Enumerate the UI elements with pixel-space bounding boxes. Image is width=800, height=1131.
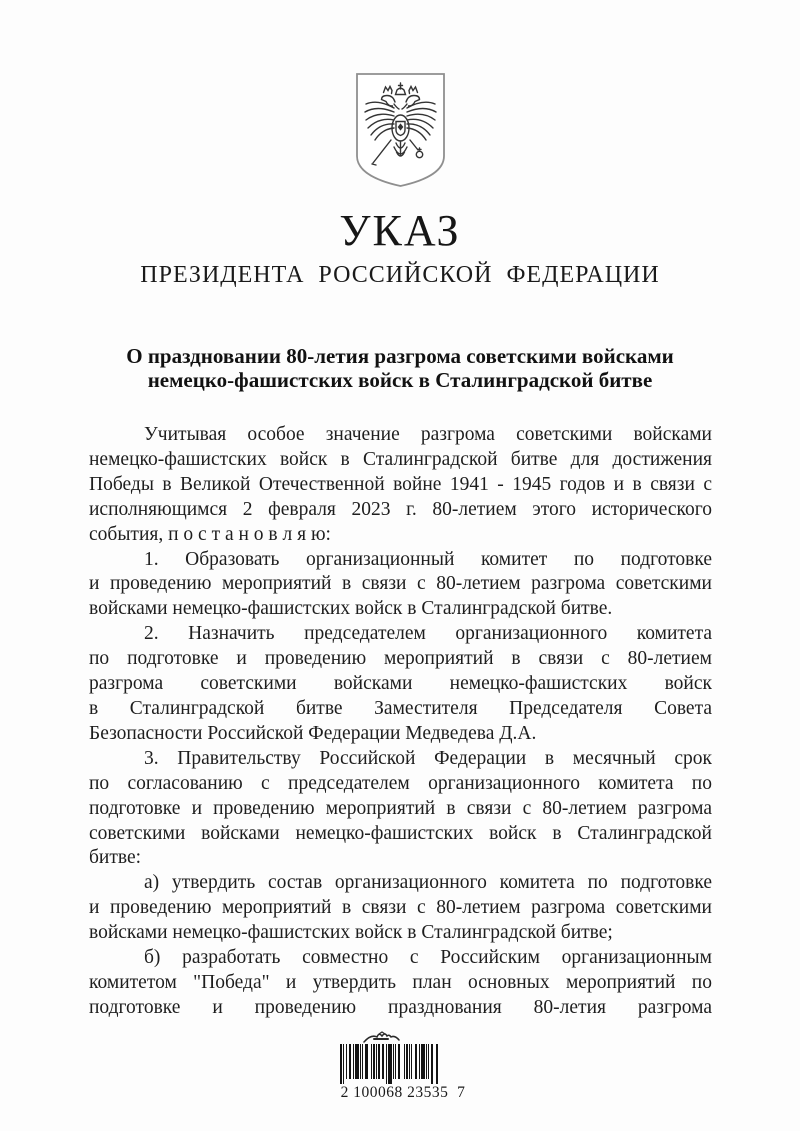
barcode-bar — [419, 1044, 420, 1079]
decree-subject-line: немецко-фашистских войск в Сталинградской битве — [147, 367, 653, 392]
paragraph-line: советскими войсками немецко-фашистских войск в Сталинградской — [89, 822, 712, 844]
paragraph-line: комитетом "Победа" и утвердить план основных мероприятий по — [89, 971, 712, 993]
body-paragraph — [89, 747, 712, 872]
paragraph-line: 2. Назначить председателем организационного комитета — [144, 623, 712, 645]
barcode-bar — [426, 1044, 427, 1079]
barcode — [336, 1030, 470, 1102]
paragraph-line: Учитывая особое значение разгрома советскими войсками — [144, 424, 712, 445]
barcode-bar — [404, 1044, 405, 1079]
barcode-bar — [360, 1044, 361, 1079]
paragraph-line: войсками немецко-фашистских войск в Сталинградской битве. — [89, 598, 613, 620]
body-paragraph — [89, 548, 712, 623]
paragraph-line: битве: — [89, 847, 142, 869]
barcode-bar — [406, 1044, 408, 1079]
barcode-bar — [411, 1044, 412, 1079]
barcode-bar — [355, 1044, 358, 1079]
paragraph-line: Безопасности Российской Федерации Медведева Д.А. — [89, 722, 537, 744]
barcode-bars — [336, 1044, 470, 1084]
barcode-bar — [386, 1044, 387, 1084]
document-body — [89, 423, 712, 1021]
barcode-bar — [436, 1044, 437, 1084]
barcode-bar — [395, 1044, 396, 1079]
decree-subject — [0, 345, 800, 392]
decree-title: УКАЗ — [339, 206, 461, 255]
barcode-bar — [349, 1044, 351, 1079]
decree-subject-line: О праздновании 80-летия разгрома советскими войсками — [126, 344, 674, 368]
barcode-bar — [346, 1044, 347, 1079]
paragraph-line: разгрома советскими войсками немецко-фашистских войск — [89, 673, 712, 695]
paragraph-line: б) разработать совместно с Российским организационным — [144, 947, 712, 969]
paragraph-line: события, п о с т а н о в л я ю: — [89, 523, 331, 545]
coat-of-arms-icon — [352, 71, 449, 190]
body-paragraph — [89, 423, 712, 548]
paragraph-line: 3. Правительству Российской Федерации в месячный срок — [144, 747, 712, 769]
paragraph-line: по согласованию с председателем организационного комитета по — [89, 772, 712, 794]
paragraph-line: 1. Образовать организационный комитет по подготовке — [144, 548, 712, 570]
barcode-bar — [373, 1044, 375, 1079]
barcode-bar — [353, 1044, 354, 1079]
paragraph-line: в Сталинградской битве Заместителя Председателя Совета — [89, 697, 712, 719]
body-paragraph — [89, 622, 712, 747]
small-eagle-mark-icon — [360, 1030, 402, 1044]
barcode-number: 2 100068 23535 7 — [340, 1084, 466, 1101]
barcode-bar — [362, 1044, 363, 1079]
barcode-bar — [428, 1044, 429, 1079]
barcode-bar — [378, 1044, 379, 1079]
paragraph-line: Победы в Великой Отечественной войне 1941 - 1945 годов и в связи с — [89, 473, 712, 495]
barcode-bar — [415, 1044, 417, 1079]
barcode-bar — [409, 1044, 410, 1079]
barcode-bar — [393, 1044, 394, 1079]
paragraph-line: подготовке и проведению мероприятий в связи с 80-летием разгрома — [89, 797, 712, 819]
paragraph-line: по подготовке и проведению мероприятий в связи с 80-летием — [89, 648, 712, 670]
barcode-bar — [343, 1044, 344, 1084]
barcode-bar — [382, 1044, 384, 1079]
body-paragraph — [89, 871, 712, 946]
decree-issuer: ПРЕЗИДЕНТА РОССИЙСКОЙ ФЕДЕРАЦИИ — [140, 262, 660, 288]
barcode-bar — [365, 1044, 367, 1079]
barcode-bar — [431, 1044, 433, 1084]
barcode-bar — [398, 1044, 400, 1079]
paragraph-line: войсками немецко-фашистских войск в Сталинградской битве; — [89, 922, 613, 944]
body-paragraph — [89, 946, 712, 1021]
barcode-bar — [388, 1044, 391, 1084]
paragraph-line: исполняющимся 2 февраля 2023 г. 80-летием этого исторического — [89, 498, 712, 520]
paragraph-line: подготовке и проведению празднования 80-летия разгрома — [89, 996, 712, 1018]
barcode-bar — [371, 1044, 372, 1079]
paragraph-line: а) утвердить состав организационного комитета по подготовке — [144, 872, 712, 894]
barcode-bar — [376, 1044, 377, 1079]
barcode-bar — [340, 1044, 342, 1084]
paragraph-line: и проведению мероприятий в связи с 80-летием разгрома советскими — [89, 897, 712, 919]
barcode-bar — [421, 1044, 424, 1079]
paragraph-line: и проведению мероприятий в связи с 80-летием разгрома советскими — [89, 573, 712, 595]
paragraph-line: немецко-фашистских войск в Сталинградской битве для достижения — [89, 448, 712, 470]
